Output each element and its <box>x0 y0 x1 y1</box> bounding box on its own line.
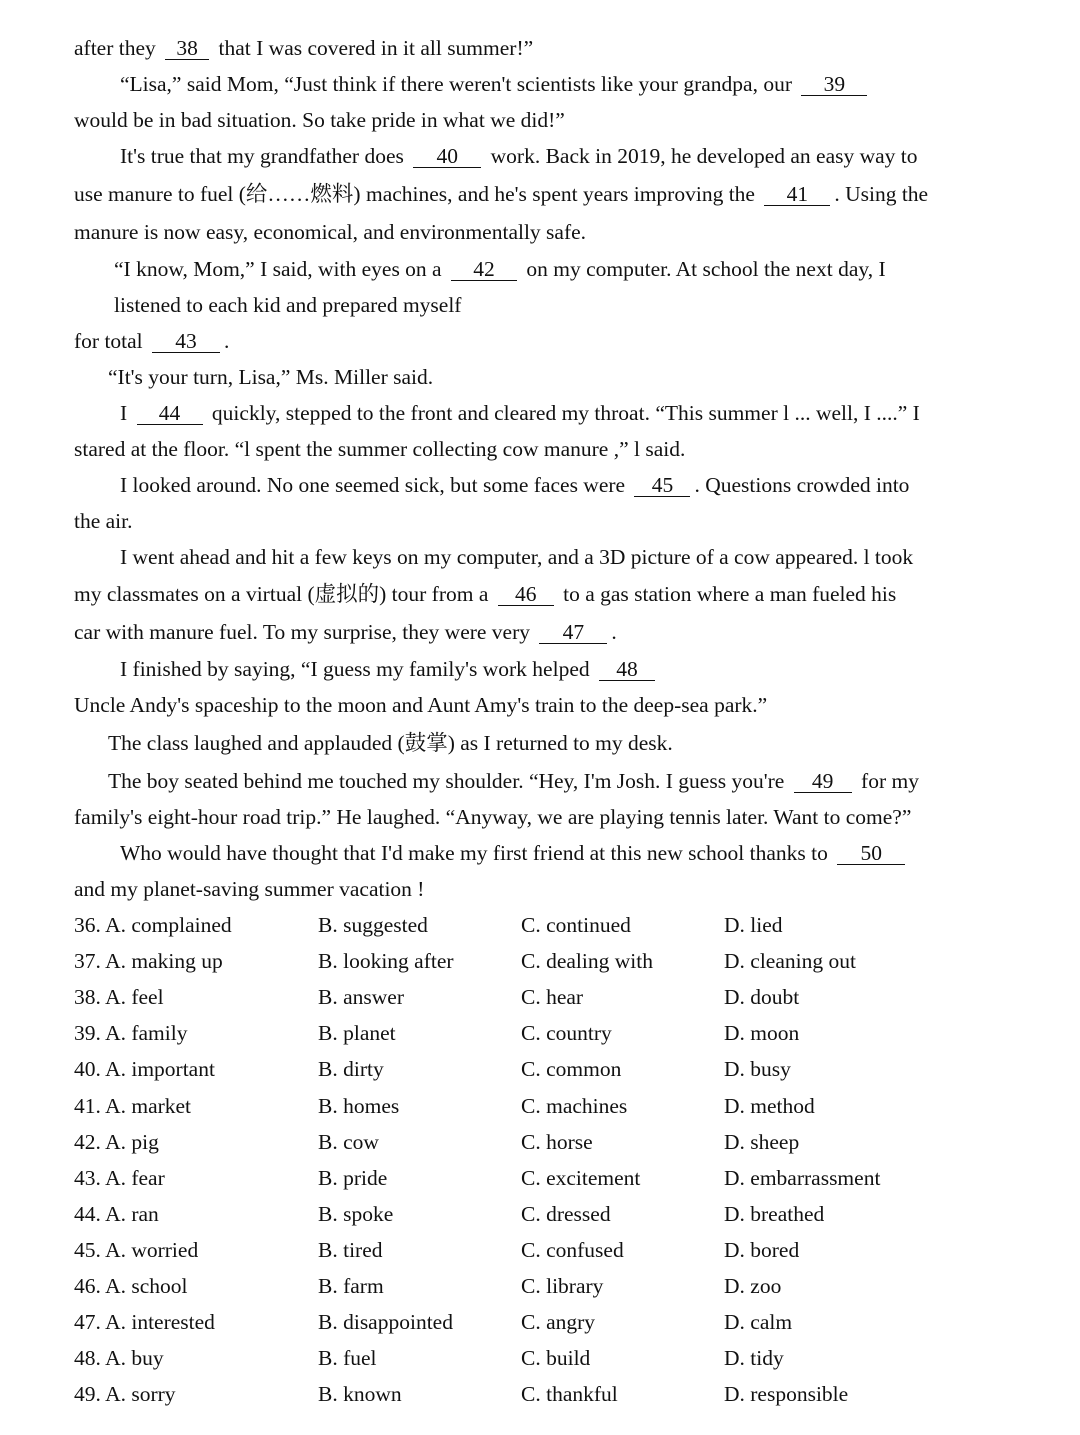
passage-line-20: The class laughed and applauded (鼓掌) as I returned to my desk. <box>108 731 673 755</box>
option-49-d: D. responsible <box>724 1382 849 1406</box>
option-45-a: 45. A. worried <box>74 1238 199 1262</box>
passage-line-10: “It's your turn, Lisa,” Ms. Miller said. <box>108 365 434 389</box>
option-39-d: D. moon <box>724 1021 800 1045</box>
option-36-c: C. continued <box>521 913 631 937</box>
option-43-d: D. embarrassment <box>724 1166 881 1190</box>
passage-line-21: The boy seated behind me touched my shoulder. “Hey, I'm Josh. I guess you're 49 for my <box>108 769 919 793</box>
option-44-a: 44. A. ran <box>74 1202 159 1226</box>
option-46-a: 46. A. school <box>74 1274 188 1298</box>
passage-line-6: manure is now easy, economical, and environmentally safe. <box>74 220 587 244</box>
passage-line-4: It's true that my grandfather does 40 work. Back in 2019, he developed an easy way to <box>120 144 918 168</box>
option-38-d: D. doubt <box>724 985 800 1009</box>
passage-line-2: “Lisa,” said Mom, “Just think if there weren't scientists like your grandpa, our 39 <box>120 70 871 98</box>
option-41-a: 41. A. market <box>74 1094 192 1118</box>
passage-line-3: would be in bad situation. So take pride in what we did!” <box>74 108 565 132</box>
blank-48: 48 <box>599 658 655 681</box>
passage-line-22: family's eight-hour road trip.” He laughed. “Anyway, we are playing tennis later. Want to come?” <box>74 805 912 829</box>
passage-line-11: I 44 quickly, stepped to the front and cleared my throat. “This summer l ... well, I ....” I <box>120 401 920 425</box>
option-44-c: C. dressed <box>521 1202 611 1226</box>
blank-39: 39 <box>801 73 867 96</box>
option-44-d: D. breathed <box>724 1202 825 1226</box>
option-37-b: B. looking after <box>318 949 454 973</box>
option-44-b: B. spoke <box>318 1202 394 1226</box>
option-49-c: C. thankful <box>521 1382 618 1406</box>
option-42-a: 42. A. pig <box>74 1130 159 1154</box>
option-38-a: 38. A. feel <box>74 985 164 1009</box>
option-47-a: 47. A. interested <box>74 1310 215 1334</box>
option-41-d: D. method <box>724 1094 815 1118</box>
blank-44: 44 <box>137 402 203 425</box>
passage-line-24: and my planet-saving summer vacation ! <box>74 877 425 901</box>
blank-38: 38 <box>165 37 209 60</box>
option-48-d: D. tidy <box>724 1346 784 1370</box>
blank-49: 49 <box>794 770 852 793</box>
option-47-d: D. calm <box>724 1310 793 1334</box>
option-46-b: B. farm <box>318 1274 384 1298</box>
option-39-c: C. country <box>521 1021 612 1045</box>
option-40-b: B. dirty <box>318 1057 384 1081</box>
passage-line-15: I went ahead and hit a few keys on my computer, and a 3D picture of a cow appeared. l took <box>120 545 914 569</box>
option-38-c: C. hear <box>521 985 584 1009</box>
option-48-c: C. build <box>521 1346 591 1370</box>
option-36-b: B. suggested <box>318 913 428 937</box>
blank-46: 46 <box>498 583 554 606</box>
option-41-c: C. machines <box>521 1094 628 1118</box>
passage-line-17: car with manure fuel. To my surprise, they were very 47 . <box>74 620 617 644</box>
passage-line-8: listened to each kid and prepared myself <box>114 293 462 317</box>
option-45-c: C. confused <box>521 1238 624 1262</box>
blank-40: 40 <box>413 145 481 168</box>
blank-50: 50 <box>837 842 905 865</box>
blank-42: 42 <box>451 258 517 281</box>
passage-line-13: I looked around. No one seemed sick, but some faces were 45 . Questions crowded into <box>120 473 910 497</box>
option-47-c: C. angry <box>521 1310 596 1334</box>
option-37-a: 37. A. making up <box>74 949 223 973</box>
option-45-b: B. tired <box>318 1238 383 1262</box>
passage-line-12: stared at the floor. “l spent the summer collecting cow manure ,” l said. <box>74 437 686 461</box>
passage-line-19: Uncle Andy's spaceship to the moon and Aunt Amy's train to the deep-sea park.” <box>74 693 768 717</box>
passage-line-18: I finished by saying, “I guess my family's work helped 48 <box>120 655 659 683</box>
option-48-b: B. fuel <box>318 1346 377 1370</box>
option-40-a: 40. A. important <box>74 1057 215 1081</box>
option-49-b: B. known <box>318 1382 402 1406</box>
option-45-d: D. bored <box>724 1238 800 1262</box>
blank-47: 47 <box>539 621 607 644</box>
option-39-a: 39. A. family <box>74 1021 188 1045</box>
passage-line-1: after they 38 that I was covered in it all summer!” <box>74 36 534 60</box>
option-37-c: C. dealing with <box>521 949 653 973</box>
passage-line-5: use manure to fuel (给……燃料) machines, and he's spent years improving the 41 . Using the <box>74 182 929 206</box>
option-49-a: 49. A. sorry <box>74 1382 176 1406</box>
passage-line-14: the air. <box>74 509 133 533</box>
option-42-c: C. horse <box>521 1130 593 1154</box>
option-36-a: 36. A. complained <box>74 913 232 937</box>
blank-45: 45 <box>634 474 690 497</box>
option-46-d: D. zoo <box>724 1274 782 1298</box>
option-39-b: B. planet <box>318 1021 396 1045</box>
blank-43: 43 <box>152 330 220 353</box>
option-43-b: B. pride <box>318 1166 388 1190</box>
option-43-c: C. excitement <box>521 1166 641 1190</box>
option-48-a: 48. A. buy <box>74 1346 164 1370</box>
blank-41: 41 <box>764 183 830 206</box>
option-42-b: B. cow <box>318 1130 379 1154</box>
option-40-c: C. common <box>521 1057 622 1081</box>
option-36-d: D. lied <box>724 913 783 937</box>
option-46-c: C. library <box>521 1274 604 1298</box>
option-40-d: D. busy <box>724 1057 791 1081</box>
option-42-d: D. sheep <box>724 1130 800 1154</box>
passage-line-9: for total 43 . <box>74 329 230 353</box>
option-37-d: D. cleaning out <box>724 949 856 973</box>
option-41-b: B. homes <box>318 1094 400 1118</box>
passage-line-7: “I know, Mom,” I said, with eyes on a 42 on my computer. At school the next day, I <box>114 257 886 281</box>
option-43-a: 43. A. fear <box>74 1166 165 1190</box>
option-38-b: B. answer <box>318 985 404 1009</box>
passage-line-23: Who would have thought that I'd make my first friend at this new school thanks to 50 <box>120 839 909 867</box>
option-47-b: B. disappointed <box>318 1310 453 1334</box>
passage-line-16: my classmates on a virtual (虚拟的) tour from a 46 to a gas station where a man fueled his <box>74 582 897 606</box>
